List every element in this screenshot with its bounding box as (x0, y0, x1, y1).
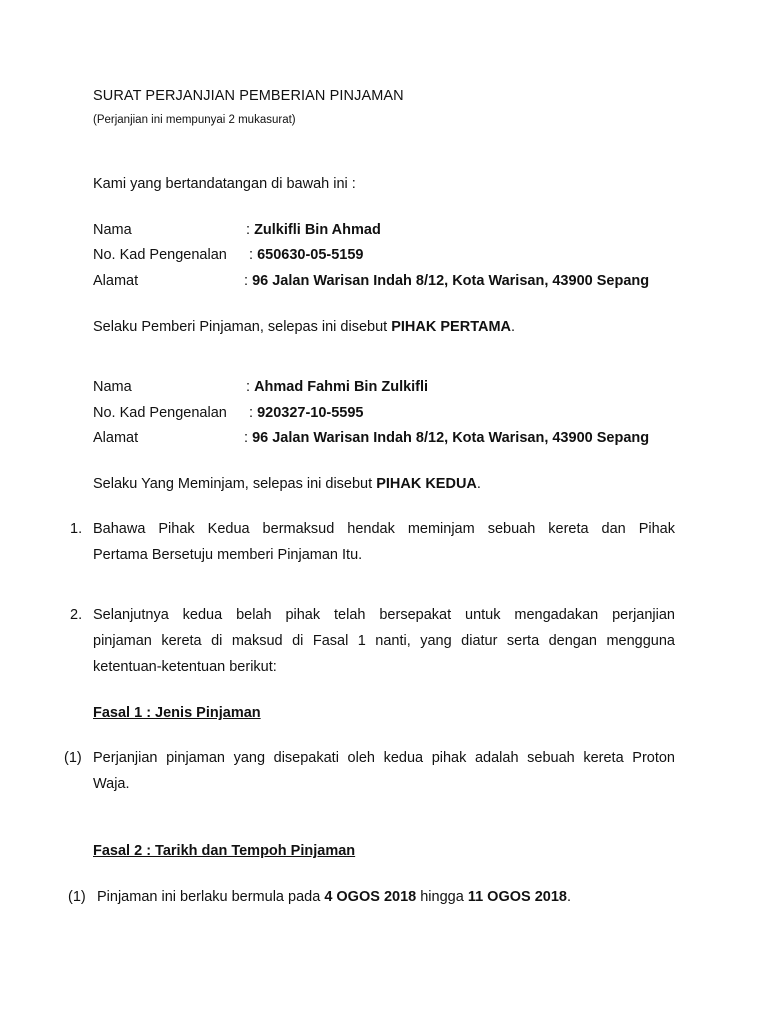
party2-address-row: : 96 Jalan Warisan Indah 8/12, Kota Warisan, 43900 Sepang (244, 430, 650, 446)
party1-ic: 650630-05-5159 (257, 247, 364, 263)
fasal2-heading: Fasal 2 : Tarikh dan Tempoh Pinjaman (93, 843, 356, 859)
party2-address-label: Alamat (93, 430, 139, 446)
fasal2-end-date: 11 OGOS 2018 (467, 889, 567, 905)
clause1-line2: Pertama Bersetuju memberi Pinjaman Itu. (93, 547, 363, 563)
clause1-number: 1. (70, 521, 83, 537)
party1-address-label: Alamat (93, 273, 139, 289)
party2-name: Ahmad Fahmi Bin Zulkifli (254, 379, 429, 395)
fasal1-line1: Perjanjian pinjaman yang disepakati oleh kedua pihak adalah sebuah kereta Proton (93, 750, 675, 766)
party2-role-suffix: . (476, 476, 481, 492)
fasal2-text-middle: hingga (416, 889, 468, 905)
party2-role-prefix: Selaku Yang Meminjam, selepas ini disebut (93, 476, 377, 492)
fasal2-item-number: (1) (68, 889, 86, 905)
party2-role (93, 475, 481, 493)
fasal2-start-date: 4 OGOS 2018 (324, 889, 417, 905)
document-title: SURAT PERJANJIAN PEMBERIAN PINJAMAN (93, 88, 404, 104)
clause2-number: 2. (70, 607, 83, 623)
party1-address: 96 Jalan Warisan Indah 8/12, Kota Warisan, 43900 Sepang (252, 273, 650, 289)
party2-name-row: : Ahmad Fahmi Bin Zulkifli (246, 379, 429, 395)
party2-name-label: Nama (93, 379, 132, 395)
party1-role (93, 318, 515, 336)
party1-role-suffix: . (511, 319, 516, 335)
clause2-line2: pinjaman kereta di maksud di Fasal 1 nanti, yang diatur serta dengan mengguna (93, 633, 675, 649)
fasal1-line2: Waja. (93, 776, 130, 792)
party2-address: 96 Jalan Warisan Indah 8/12, Kota Warisan, 43900 Sepang (252, 430, 650, 446)
fasal2-text-prefix: Pinjaman ini berlaku bermula pada (97, 889, 325, 905)
fasal1-heading: Fasal 1 : Jenis Pinjaman (93, 705, 261, 721)
fasal2-item-text (97, 888, 571, 906)
document-subtitle: (Perjanjian ini mempunyai 2 mukasurat) (93, 114, 296, 126)
party1-address-row: : 96 Jalan Warisan Indah 8/12, Kota Warisan, 43900 Sepang (244, 273, 650, 289)
party2-ic-label: No. Kad Pengenalan (93, 405, 227, 421)
clause2-line3: ketentuan-ketentuan berikut: (93, 659, 277, 675)
clause1-line1: Bahawa Pihak Kedua bermaksud hendak meminjam sebuah kereta dan Pihak (93, 521, 675, 537)
party2-ic: 920327-10-5595 (257, 405, 364, 421)
party1-role-prefix: Selaku Pemberi Pinjaman, selepas ini disebut (93, 319, 392, 335)
intro-text: Kami yang bertandatangan di bawah ini : (93, 176, 356, 192)
fasal1-item-number: (1) (64, 750, 82, 766)
party1-ic-row: : 650630-05-5159 (249, 247, 364, 263)
party2-ic-row: : 920327-10-5595 (249, 405, 364, 421)
fasal2-text-suffix: . (566, 889, 571, 905)
party1-name: Zulkifli Bin Ahmad (254, 222, 381, 238)
party1-name-label: Nama (93, 222, 132, 238)
party2-role-label: PIHAK KEDUA (376, 476, 477, 492)
party1-name-row: : Zulkifli Bin Ahmad (246, 222, 381, 238)
party1-ic-label: No. Kad Pengenalan (93, 247, 227, 263)
party1-role-label: PIHAK PERTAMA (391, 319, 511, 335)
clause2-line1: Selanjutnya kedua belah pihak telah bersepakat untuk mengadakan perjanjian (93, 607, 675, 623)
